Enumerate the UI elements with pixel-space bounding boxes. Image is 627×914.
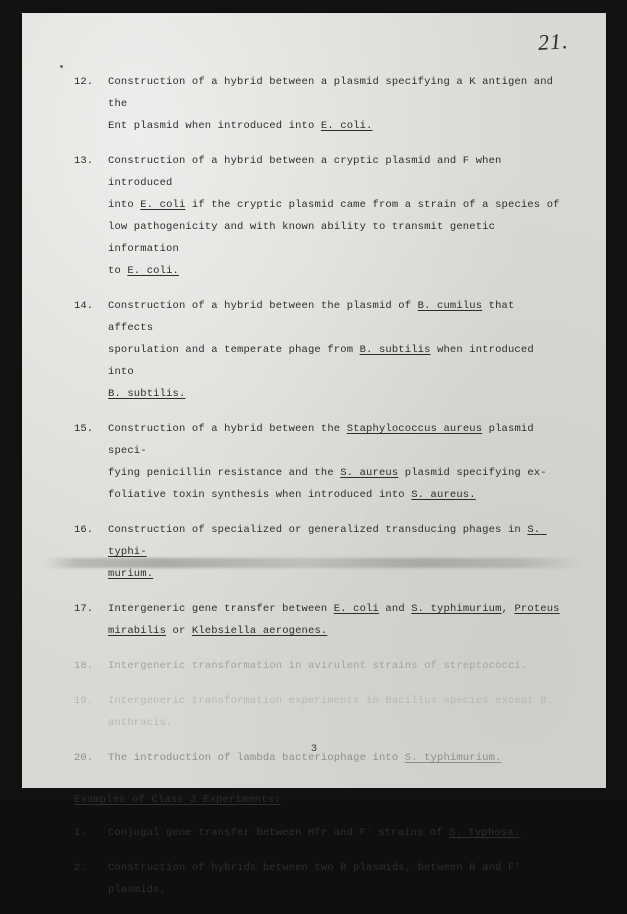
underlined-term: Proteus [514, 603, 560, 615]
text-line [108, 418, 562, 462]
text-run: strains of [371, 827, 450, 839]
list-item-number: 20. [74, 752, 94, 764]
text-run: plasmid speci- [108, 423, 541, 457]
footer-page-number: 3 [310, 743, 318, 755]
section-numbered-list [74, 822, 562, 901]
text-run: The introduction of lambda bacteriophage into [108, 752, 405, 764]
underlined-term: S. typhosa. [449, 827, 521, 839]
text-line [108, 216, 562, 260]
list-item-text [108, 150, 562, 282]
underlined-term: S. typhimurium. [404, 752, 502, 764]
list-item-number: 13. [74, 155, 94, 167]
list-item [74, 71, 562, 137]
text-line [108, 655, 562, 677]
list-item-text [108, 857, 562, 901]
list-item-text [108, 655, 562, 677]
text-line [108, 690, 562, 712]
underlined-term: E. coli. [127, 265, 179, 277]
text-run: plasmid specifying ex- [398, 467, 547, 479]
text-line [108, 620, 562, 642]
list-item [74, 519, 562, 585]
text-line [108, 519, 562, 563]
numbered-list [74, 71, 562, 769]
ink-speck [60, 65, 63, 68]
list-item-number: 18. [74, 660, 94, 672]
list-item-text [108, 295, 562, 405]
list-item [74, 418, 562, 506]
list-item [74, 857, 562, 901]
list-item [74, 295, 562, 405]
text-run: anthracis. [108, 717, 173, 729]
text-run: Conjugal gene transfer between Hfr and F [108, 827, 367, 839]
text-line [108, 194, 562, 216]
text-run: Intergeneric transformation experiments in Bacillus species except B. [108, 695, 554, 707]
text-run: into [108, 199, 141, 211]
handwritten-page-number: 21. [536, 27, 569, 56]
text-run: foliative toxin synthesis when introduced into [108, 489, 412, 501]
text-run: low pathogenicity and with known ability to transmit genetic information [108, 221, 502, 255]
underlined-term: murium. [108, 568, 154, 580]
list-item-number: 14. [74, 300, 94, 312]
text-run: ⁻ [366, 827, 372, 839]
list-item-text [108, 690, 562, 734]
text-run: Ent plasmid when introduced into [108, 120, 321, 132]
list-item [74, 655, 562, 677]
text-run: and [378, 603, 412, 615]
text-line [108, 71, 562, 115]
text-run: when introduced into [108, 344, 541, 378]
text-run: Construction of a hybrid between a cryptic plasmid and F when introduced [108, 155, 508, 189]
text-line [108, 822, 562, 844]
text-line [108, 339, 562, 383]
list-item-number: 15. [74, 423, 94, 435]
list-item-text [108, 418, 562, 506]
section-heading: Examples of Class 3 Experiments: [74, 794, 281, 806]
list-item [74, 690, 562, 734]
text-run: that affects [108, 300, 521, 334]
text-run: to [108, 265, 128, 277]
list-item-number: 19. [74, 695, 94, 707]
underlined-term: S. aureus [340, 467, 399, 479]
list-item [74, 822, 562, 844]
text-line [108, 857, 562, 901]
underlined-term: S. aureus. [411, 489, 476, 501]
underlined-term: E. coli [140, 199, 186, 211]
list-item [74, 150, 562, 282]
text-run: Construction of a hybrid between a plasmid specifying a K antigen and the [108, 76, 560, 110]
text-run: sporulation and a temperate phage from [108, 344, 360, 356]
document-body [74, 71, 562, 914]
list-item-text [108, 598, 562, 642]
text-line [108, 712, 562, 734]
underlined-term: B. subtilis. [108, 388, 186, 400]
text-line [108, 563, 562, 585]
text-run: if the cryptic plasmid came from a strain of a species of [185, 199, 560, 211]
text-line [108, 115, 562, 137]
text-run: Construction of specialized or generalized transducing phages in [108, 524, 528, 536]
text-run: or [166, 625, 192, 637]
text-line [108, 462, 562, 484]
text-run: Intergeneric transformation in avirulent strains of streptococci. [108, 660, 528, 672]
text-run: , [501, 603, 515, 615]
document-page [22, 13, 606, 896]
list-item-text [108, 519, 562, 585]
text-run: Construction of hybrids between two R plasmids, between R and F' plasmids, [108, 862, 528, 896]
underlined-term: S. typhi- [108, 524, 547, 558]
underlined-term: S. typhimurium [411, 603, 502, 615]
text-run: fying penicillin resistance and the [108, 467, 341, 479]
text-run: Construction of a hybrid between the plasmid of [108, 300, 418, 312]
text-line [108, 150, 562, 194]
underlined-term: E. coli [333, 603, 379, 615]
list-item-number: 17. [74, 603, 94, 615]
text-run: Construction of a hybrid between the [108, 423, 347, 435]
list-item-number: 12. [74, 76, 94, 88]
underlined-term: B. subtilis [359, 344, 431, 356]
list-item-text [108, 71, 562, 137]
list-item-number: 16. [74, 524, 94, 536]
text-run: Intergeneric gene transfer between [108, 603, 334, 615]
underlined-term: mirabilis [108, 625, 167, 637]
underlined-term: Staphylococcus aureus [346, 423, 483, 435]
text-line [108, 260, 562, 282]
underlined-term: Klebsiella aerogenes. [191, 625, 328, 637]
text-line [108, 484, 562, 506]
text-line [108, 383, 562, 405]
text-line [108, 598, 562, 620]
text-line [108, 295, 562, 339]
list-item-number: 2. [74, 862, 87, 874]
list-item-text [108, 822, 562, 844]
underlined-term: E. coli. [320, 120, 373, 132]
list-item-number: 1. [74, 827, 87, 839]
underlined-term: B. cumilus [417, 300, 483, 312]
list-item [74, 598, 562, 642]
